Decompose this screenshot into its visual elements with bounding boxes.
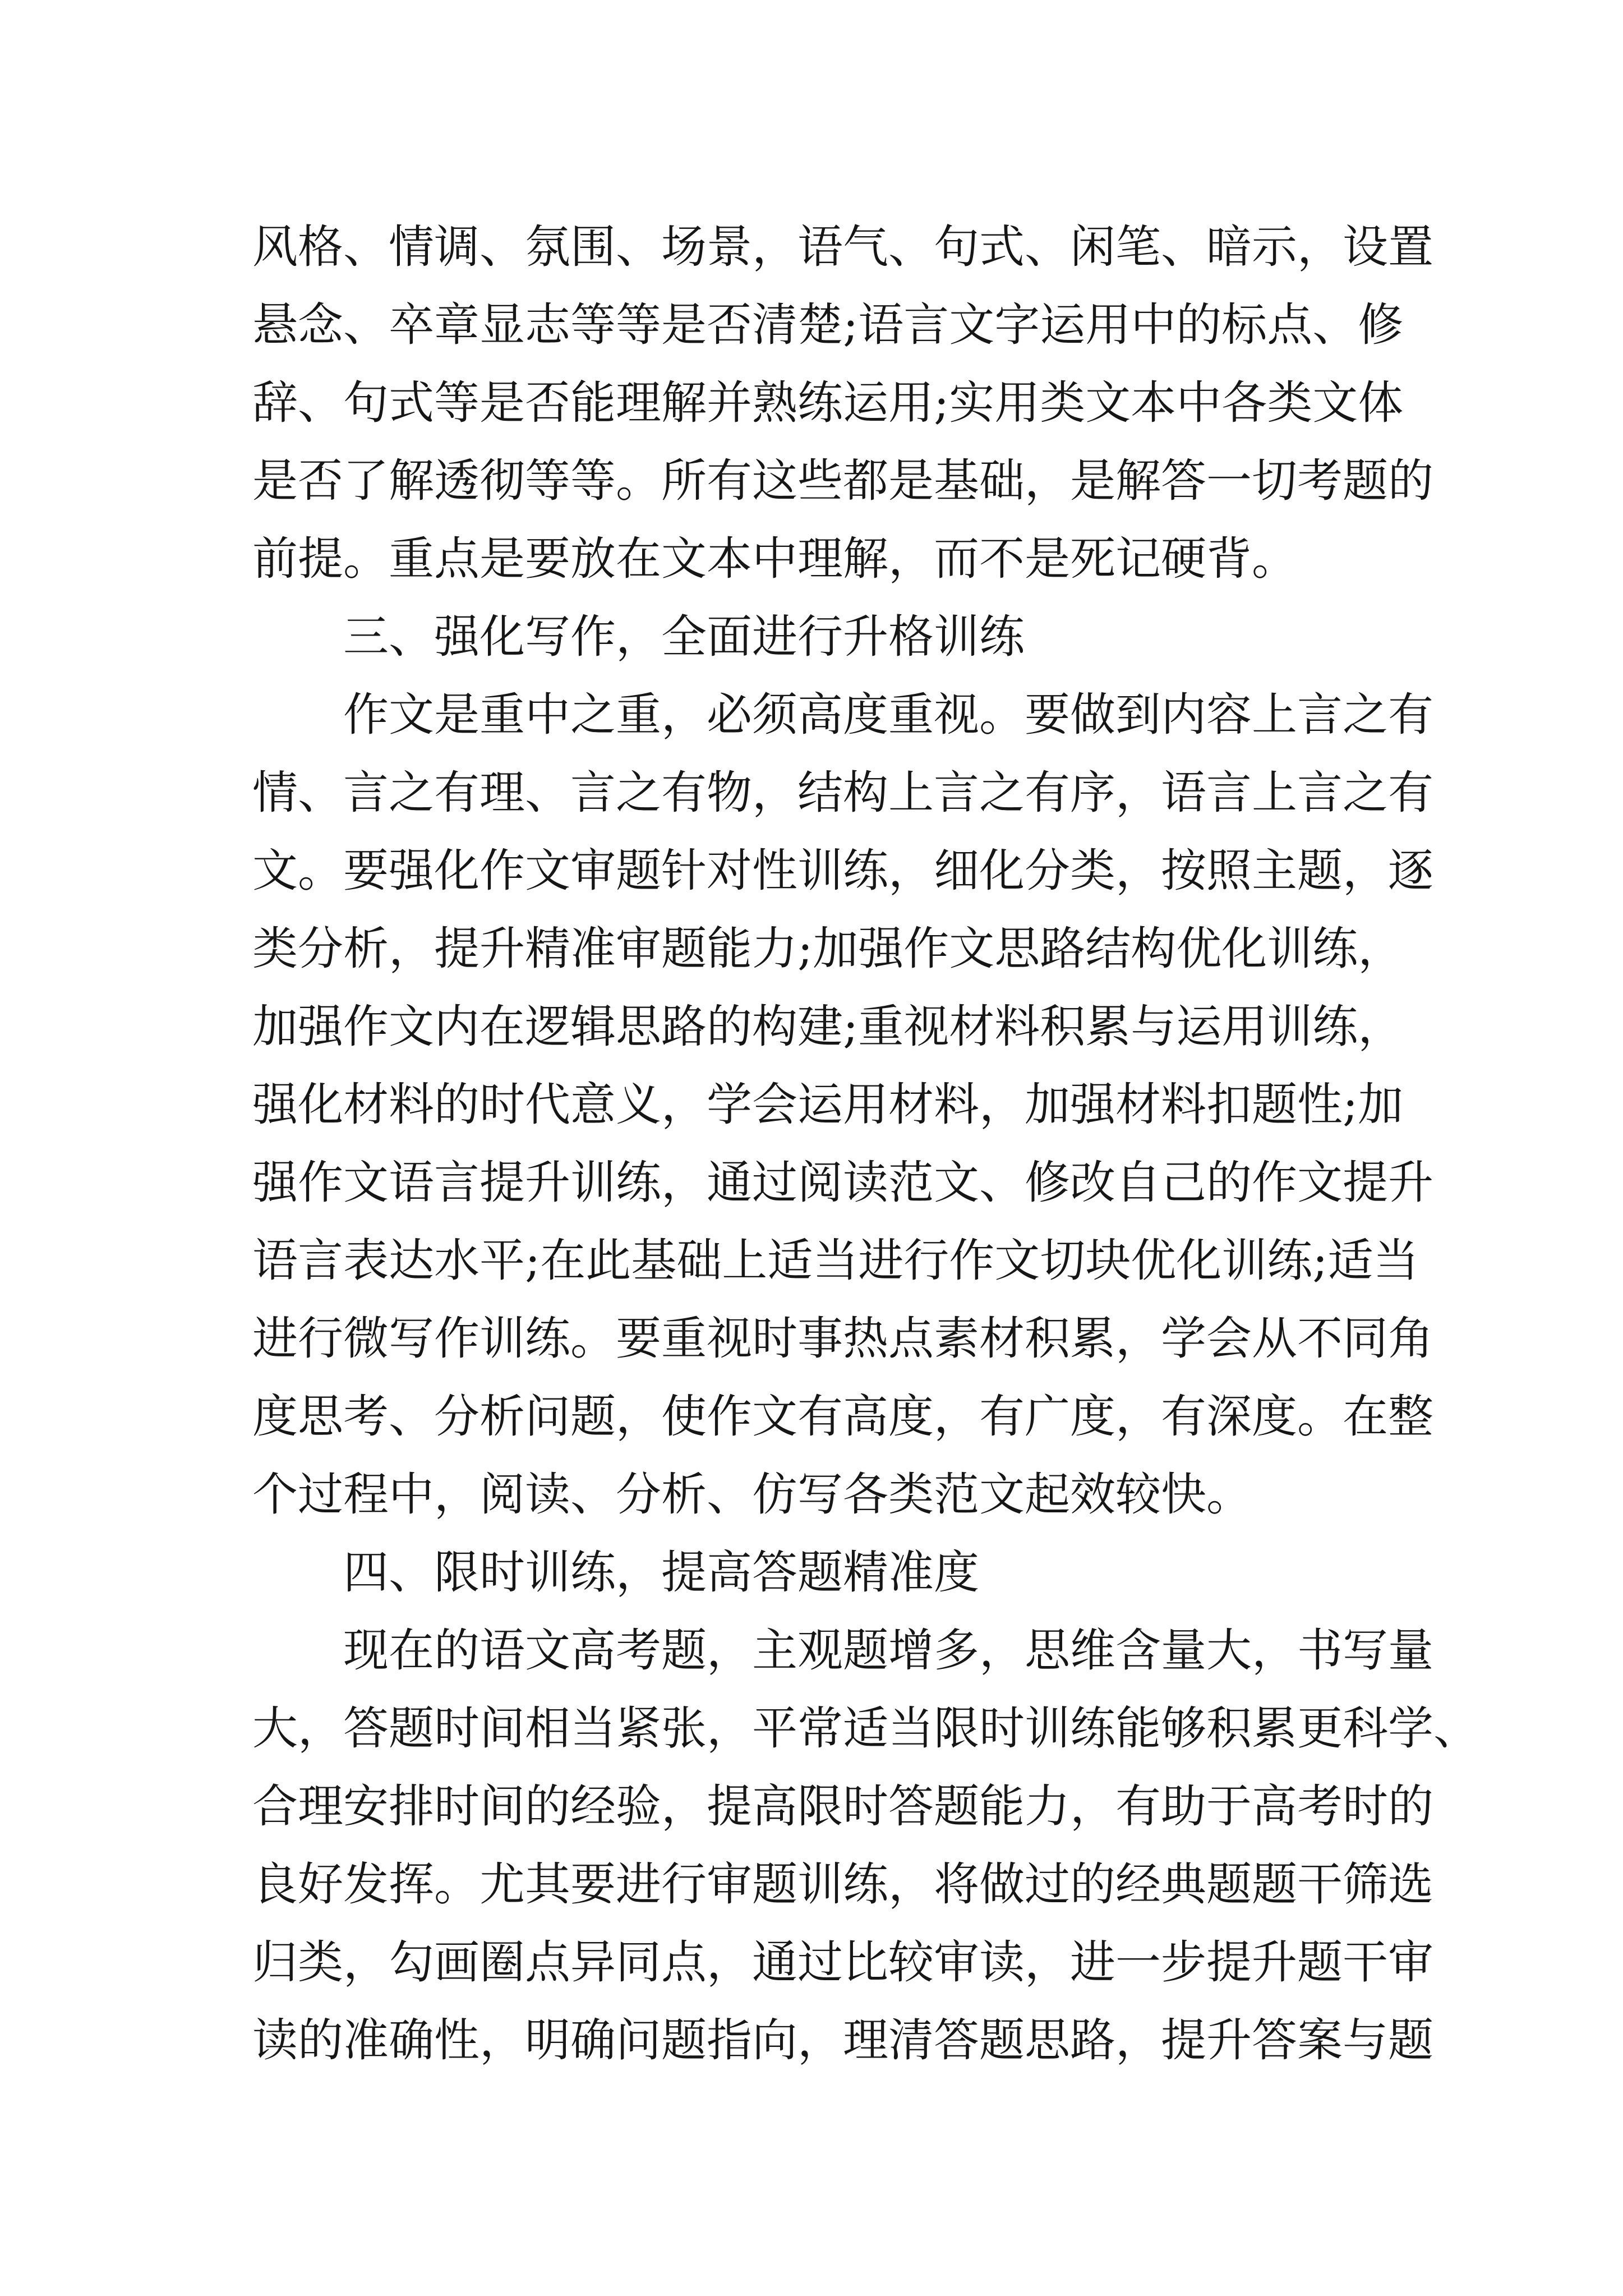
text-line: 悬念、卒章显志等等是否清楚;语言文字运用中的标点、修 [252,299,1404,352]
text-line: 加强作文内在逻辑思路的构建;重视材料积累与运用训练， [252,1001,1404,1053]
text-line: 良好发挥。尤其要进行审题训练，将做过的经典题题干筛选 [252,1858,1434,1911]
section-heading: 三、强化写作，全面进行升格训练 [343,611,1025,664]
text-line: 类分析，提升精准审题能力;加强作文思路结构优化训练， [252,923,1404,976]
text-line: 风格、情调、氛围、场景，语气、句式、闲笔、暗示，设置 [252,221,1434,274]
section-heading: 四、限时训练，提高答题精准度 [343,1547,980,1599]
text-line: 强作文语言提升训练，通过阅读范文、修改自己的作文提升 [252,1157,1434,1209]
text-line: 大，答题时间相当紧张，平常适当限时训练能够积累更科学、 [252,1703,1479,1755]
text-line: 作文是重中之重，必须高度重视。要做到内容上言之有 [343,689,1434,742]
text-line: 语言表达水平;在此基础上适当进行作文切块优化训练;适当 [252,1235,1419,1287]
text-line: 合理安排时间的经验，提高限时答题能力，有助于高考时的 [252,1780,1434,1833]
text-line: 归类，勾画圈点异同点，通过比较审读，进一步提升题干审 [252,1936,1434,1989]
text-line: 个过程中，阅读、分析、仿写各类范文起效较快。 [252,1469,1252,1521]
text-line: 度思考、分析问题，使作文有高度，有广度，有深度。在整 [252,1391,1434,1443]
text-line: 现在的语文高考题，主观题增多，思维含量大，书写量 [343,1625,1434,1677]
text-line: 是否了解透彻等等。所有这些都是基础，是解答一切考题的 [252,455,1434,508]
text-line: 前提。重点是要放在文本中理解，而不是死记硬背。 [252,533,1298,586]
text-line: 辞、句式等是否能理解并熟练运用;实用类文本中各类文体 [252,377,1404,430]
text-line: 读的准确性，明确问题指向，理清答题思路，提升答案与题 [252,2014,1434,2067]
text-line: 进行微写作训练。要重视时事热点素材积累，学会从不同角 [252,1313,1434,1365]
body-text [252,209,1479,2080]
text-line: 文。要强化作文审题针对性训练，细化分类，按照主题，逐 [252,845,1434,898]
text-line: 强化材料的时代意义，学会运用材料，加强材料扣题性;加 [252,1079,1404,1131]
text-line: 情、言之有理、言之有物，结构上言之有序，语言上言之有 [252,767,1434,820]
